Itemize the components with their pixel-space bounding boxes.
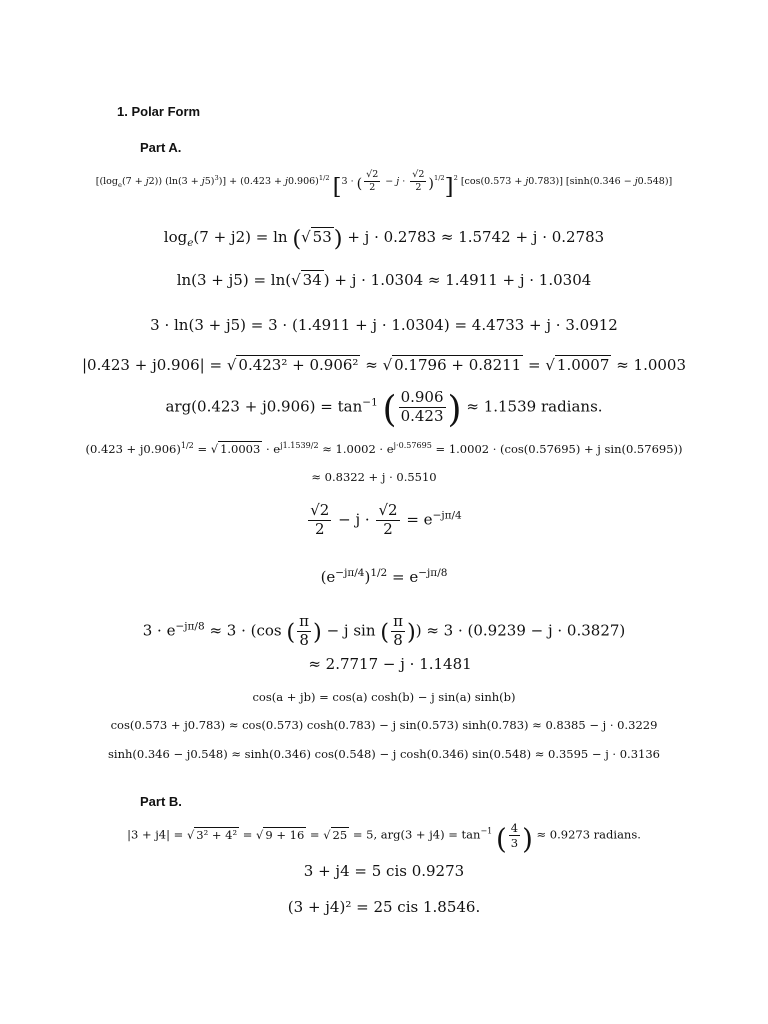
equation-ln: ln(3 + j5) = ln(√ 34 ) + j · 1.0304 ≈ 1.4911 + j · 1.0304 (176, 271, 592, 289)
equation-sqrt2: $\frac{√2}{2}$ − j · $\frac{√2}{2}$ = $e^{-j\pi/4}$ (310, 501, 462, 538)
equation-cis: 3 + j4 = 5 cis 0.9273 (303, 862, 465, 880)
equation-power-half: $(e^{-j\pi/4})^{1/2} = e^{-j\pi/8}$ (320, 567, 448, 586)
section-heading: 1. Polar Form (117, 104, 201, 119)
equation-main-expression: $[(\log_e(7 + j2)) (\ln(3 + j5)^3)] + (0.423 + j0.906)^{1/2}$ [3 · ( $\frac{√2}{2}$ − j · $\frac{√2}{2}$ )$^{1/2}$]$^2$ [cos(0.573 + j0.783)] [sinh(0.346 − j0.548)] (95, 169, 673, 200)
equation-magnitude: |0.423 + j0.906| = √ 0.423² + 0.906² ≈ √ 0.1796 + 0.8211 = √ 1.0007 ≈ 1.0003 (81, 356, 687, 374)
equation-3ln: 3 · ln(3 + j5) = 3 · (1.4911 + j · 1.0304) = 4.4733 + j · 3.0912 (150, 316, 618, 334)
equation-sqrt-result: ≈ 0.8322 + j · 0.5510 (311, 470, 437, 484)
equation-3e-result: ≈ 2.7717 − j · 1.1481 (308, 655, 472, 673)
equation-cis-squared: (3 + j4)² = 25 cis 1.8546. (287, 898, 481, 916)
equation-cos-identity: cos(a + jb) = cos(a) cosh(b) − j sin(a) sinh(b) (252, 690, 516, 704)
equation-cos-eval: cos(0.573 + j0.783) ≈ cos(0.573) cosh(0.783) − j sin(0.573) sinh(0.783) ≈ 0.8385 − j · 0.3229 (110, 718, 658, 732)
equation-sqrt-polar: $(0.423 + j0.906)^{1/2}$ = √ $1.0003 \cdot e^{j1.1539/2} \approx 1.0002 \cdot e^{j\cdot 0.57695} = 1.0002 \cdot (\cos(0.57695) + j$ sin(0.57695)) (85, 441, 683, 456)
equation-sinh-eval: sinh(0.346 − j0.548) ≈ sinh(0.346) cos(0.548) − j cosh(0.346) sin(0.548) ≈ 0.3595 − j · 0.3136 (108, 747, 660, 761)
equation-log: $\log_e(7 + j2) = \ln$ (√ 53) + j · 0.2783 ≈ 1.5742 + j · 0.2783 (163, 226, 605, 252)
part-b-heading: Part B. (140, 794, 182, 809)
equation-arg: $arg(0.423 + j0.906) = \tan^{-1}$ ( $\frac{0.906}{0.423}$ ) ≈ 1.1539 radians. (165, 388, 603, 431)
equation-modulus-arg: |3 + j4| = √ 3² + 4² = √ 9 + 16 = √ 25 = 5, $arg(3 + j4) = \tan^{-1}$ ( $\frac{4}{3}$ ) ≈ 0.9273 radians. (127, 821, 641, 856)
equation-3e: $3 \cdot e^{-j\pi/8} \approx 3 \cdot (\cos$ ( $\frac{\pi}{8}$ ) − j sin ( $\frac{\pi}{8}$ )) ≈ 3 · (0.9239 − j · 0.3827) (142, 612, 626, 649)
part-a-heading: Part A. (140, 140, 182, 155)
